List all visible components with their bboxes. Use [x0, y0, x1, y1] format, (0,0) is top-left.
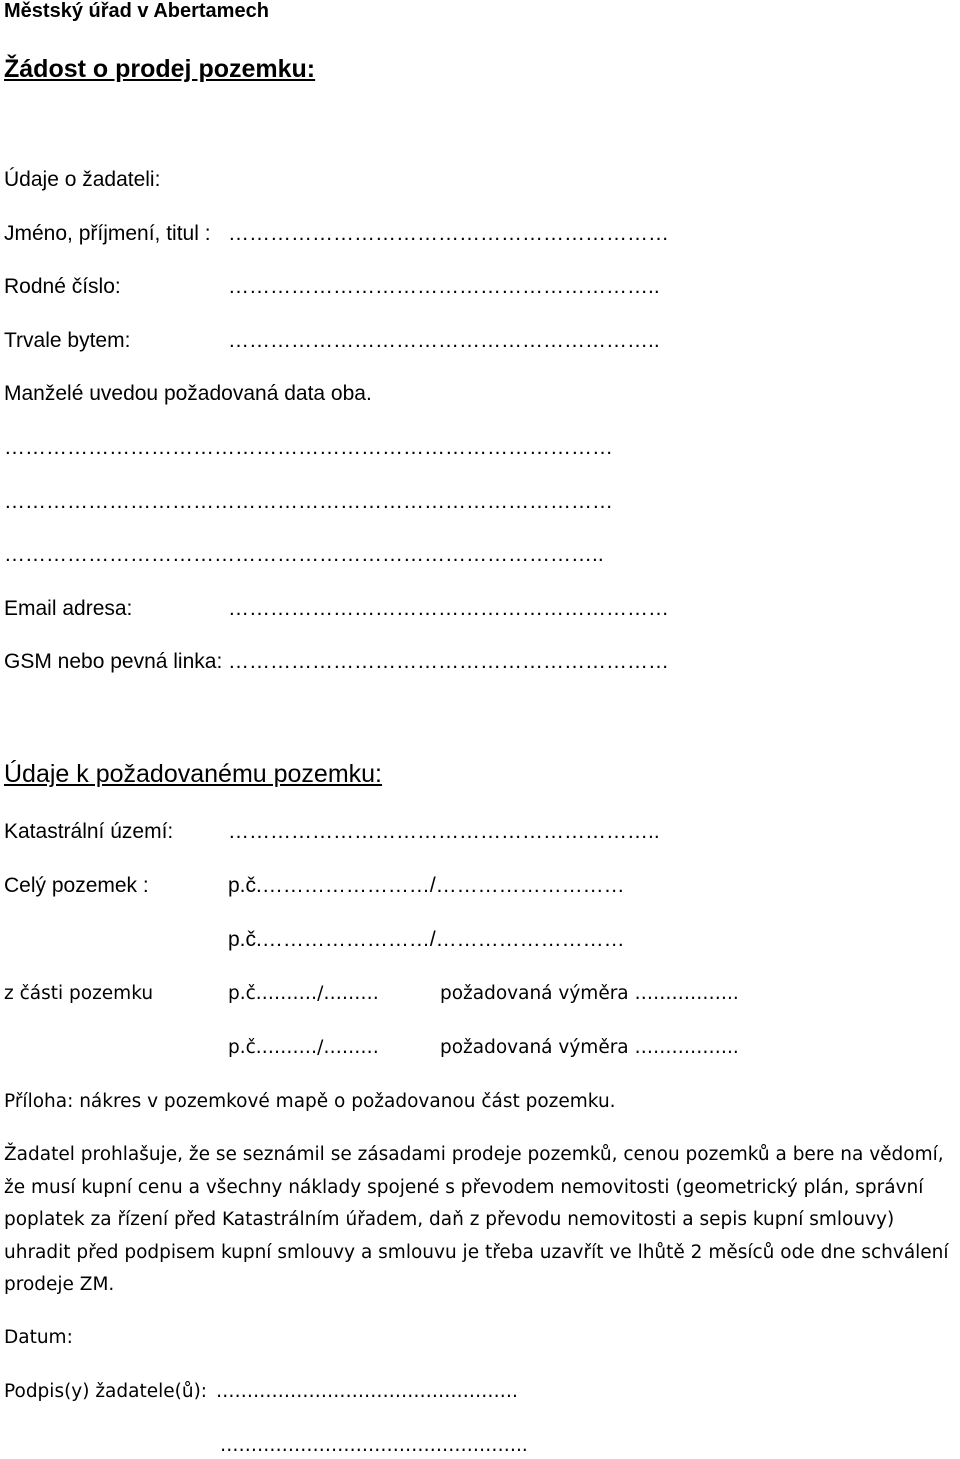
- signature-field[interactable]: …………………………………………..: [220, 1435, 528, 1456]
- signature-label: Podpis(y) žadatele(ů):: [4, 1381, 208, 1402]
- email-field[interactable]: ………………………………………………………: [228, 597, 669, 620]
- page-title: Žádost o prodej pozemku:: [4, 55, 316, 83]
- blank-line[interactable]: ……………………………………………………………………………: [4, 436, 613, 459]
- email-label: Email adresa:: [4, 597, 133, 620]
- part-parcel-field[interactable]: p.č.………/………: [228, 1037, 379, 1058]
- declaration-paragraph: Žadatel prohlašuje, že se seznámil se zásadami prodeje pozemků, cenou pozemků a bere na vědomí, že musí kupní cenu a všechny náklady spojené s převodem nemovitosti (geometrický plán, správní poplatek za řízení před Katastrálním úřadem, daň z převodu nemovitosti a sepis kupní smlouvy) uhradit před podpisem kupní smlouvy a smlouvu je třeba uzavřít ve lhůtě 2 měsíců ode dne schválení prodeje ZM.: [4, 1144, 949, 1295]
- requested-area-field[interactable]: požadovaná výměra ……………..: [440, 1037, 739, 1058]
- residence-field[interactable]: ……………………………………………………..: [228, 329, 660, 352]
- part-parcel-label: z části pozemku: [4, 983, 154, 1004]
- date-label: Datum:: [4, 1327, 73, 1348]
- residence-label: Trvale bytem:: [4, 329, 131, 352]
- birth-number-label: Rodné číslo:: [4, 275, 121, 298]
- cadastral-area-field[interactable]: ……………………………………………………..: [228, 820, 660, 843]
- phone-field[interactable]: ………………………………………………………: [228, 650, 669, 673]
- name-field[interactable]: ………………………………………………………: [228, 222, 669, 245]
- cadastral-area-label: Katastrální území:: [4, 820, 174, 843]
- name-label: Jméno, příjmení, titul :: [4, 222, 211, 245]
- blank-line[interactable]: …………………………………………………………………………..: [4, 543, 604, 566]
- birth-number-field[interactable]: ……………………………………………………..: [228, 275, 660, 298]
- spouses-note: Manželé uvedou požadovaná data oba.: [4, 382, 372, 405]
- whole-parcel-label: Celý pozemek :: [4, 874, 149, 897]
- parcel-section-heading: Údaje k požadovanému pozemku:: [4, 760, 383, 788]
- attachment-note: Příloha: nákres v pozemkové mapě o požadovanou část pozemku.: [4, 1091, 616, 1112]
- whole-parcel-field[interactable]: p.č.……………………/………………………: [228, 874, 625, 897]
- applicant-section-label: Údaje o žadateli:: [4, 168, 161, 191]
- requested-area-field[interactable]: požadovaná výměra ……………..: [440, 983, 739, 1004]
- blank-line[interactable]: ……………………………………………………………………………: [4, 490, 613, 513]
- office-name: Městský úřad v Abertamech: [4, 0, 269, 22]
- signature-field[interactable]: ………………………………………….: [216, 1381, 518, 1402]
- part-parcel-field[interactable]: p.č.………/………: [228, 983, 379, 1004]
- whole-parcel-field[interactable]: p.č.……………………/………………………: [228, 928, 625, 951]
- phone-label: GSM nebo pevná linka:: [4, 650, 223, 673]
